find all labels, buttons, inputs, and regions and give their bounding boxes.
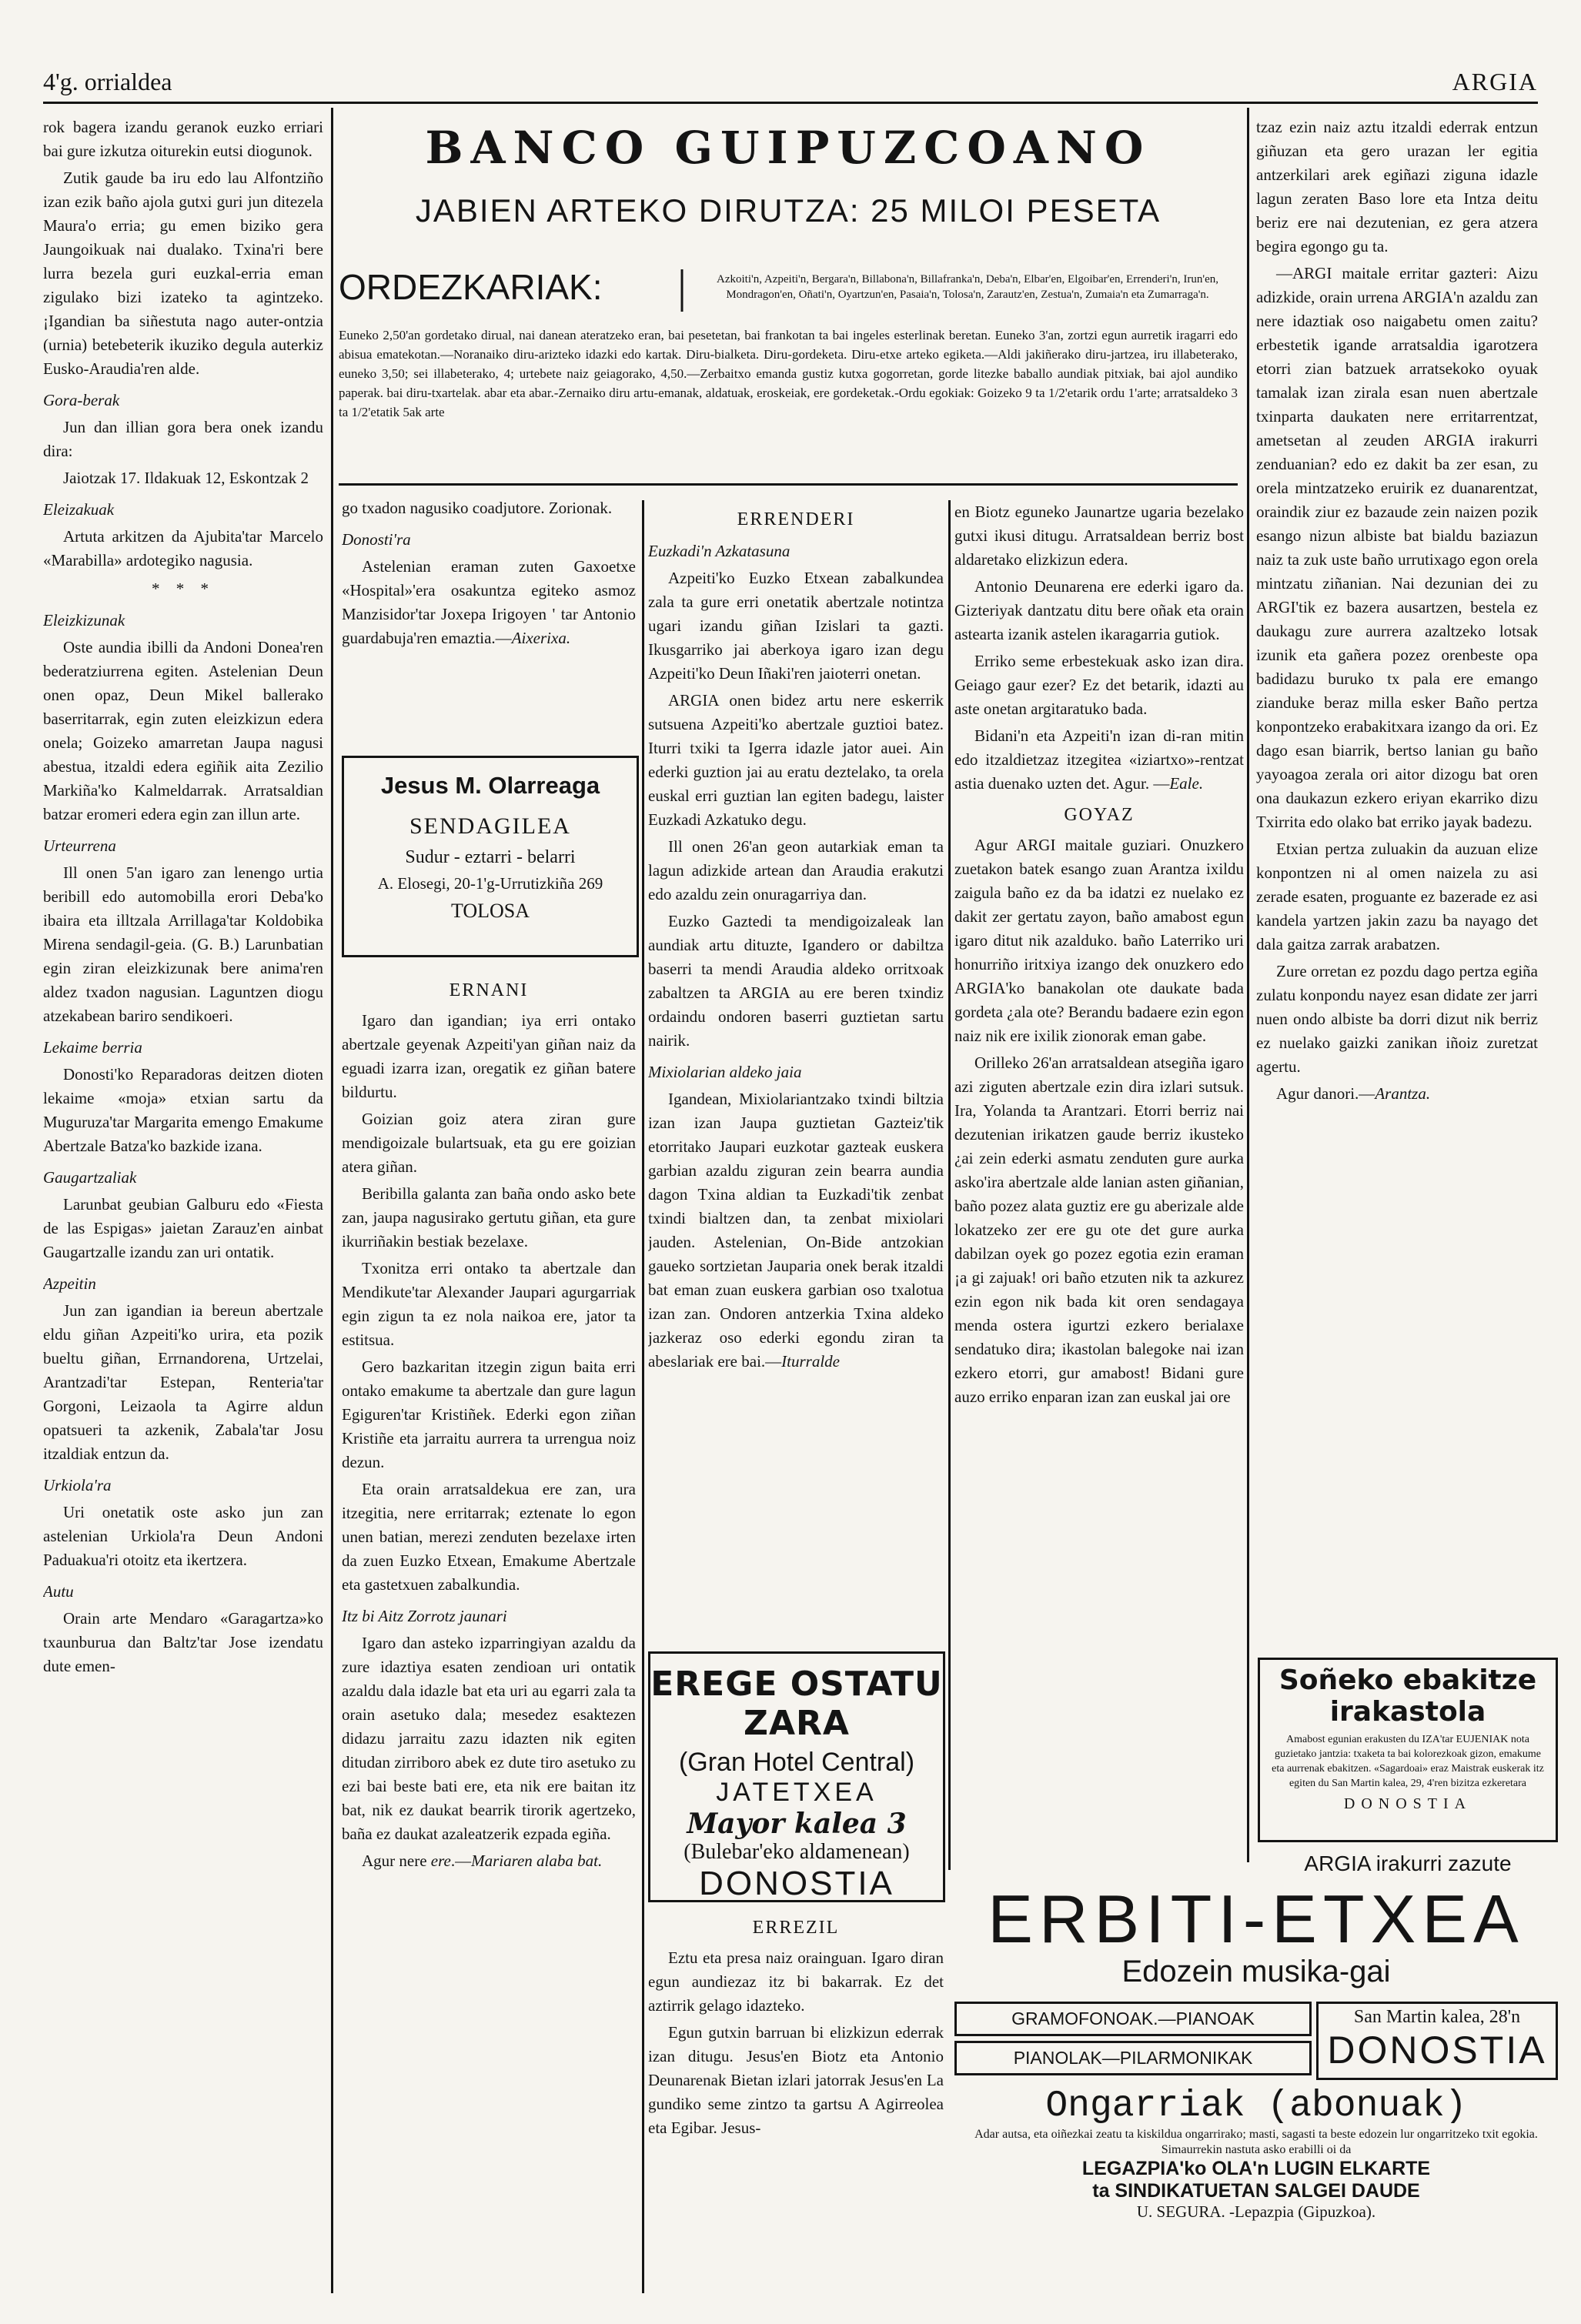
- paragraph: Larunbat geubian Galburu edo «Fiesta de las Espigas» jaietan Zarauz'en ainbat Gaugartzalle izandu zan uri ontatik.: [43, 1195, 323, 1261]
- paragraph: Eztu eta presa naiz orainguan. Igaro diran egun aundiezaz itz bi bakarrak. Ez det aztirrik gelago idazteko.: [648, 1948, 944, 2015]
- tailoring-school-advertisement: [1258, 1658, 1558, 1842]
- paragraph: Egun gutxin barruan bi elizkizun ederrak izan ditugu. Jesus'en Biotz eta Antonio Deunarenak Bietan izlari jatorrak Jesus'en La gundiko seme zintzo ta gartsu A Agirreolea eta Egibar. Jesus-: [648, 2023, 944, 2137]
- section-heading: Autu: [43, 1582, 74, 1601]
- school-name: Soñeko ebakitze irakastola: [1279, 1665, 1537, 1728]
- masthead: ARGIA: [1452, 68, 1538, 95]
- hotel-subtitle: (Gran Hotel Central): [678, 1748, 915, 1777]
- school-city: DONOSTIA: [1343, 1795, 1472, 1812]
- fertilizer-description: Adar autsa, eta oiñezkai zeatu ta kiskildua ongarrirako; masti, sagasti ta beste edozein lur ongarritzeko txit egokia. Simaurrekin nastuta asko erabilli oi da: [974, 2128, 1538, 2156]
- doctor-profession: SENDAGILEA: [409, 813, 571, 839]
- paragraph: en Biotz eguneko Jaunartze ugaria bezelako gutxi ikusi ditugu. Arratsaldean berriz bost aldaretako elizkizun edera.: [954, 503, 1244, 569]
- paragraph: Goizian goiz atera ziran gure mendigoizale bulartsuak, eta gu ere goizian atera giñan.: [342, 1110, 636, 1176]
- paragraph: Txonitza erri ontako ta abertzale dan Mendikute'tar Alexander Jaupari agurgarriak egin zigun ta ez nola naikoa ere, jator ta estitsua.: [342, 1259, 636, 1349]
- section-heading: Gaugartzaliak: [43, 1168, 137, 1187]
- paragraph: [1256, 1082, 1538, 1106]
- shop-subtitle: Edozein musika-gai: [1121, 1955, 1391, 1988]
- section-heading: ERNANI: [449, 980, 529, 1000]
- paragraph: Agur ARGI maitale guziari. Onuzkero zuetakon batek esango zuan Arantza ixildu zaigula baño ez da ba idatzi ez nuelako ez dakit zer gertatu zayon, baño amabost egun igaro ditut nik azalduko. baño Laterriko uri honurriño iritxiya izango dek onuzkero edo ARGIA'ko banakolan ote daukate bada gordeta ¿ala ote? Berandu badaere ezin egon naiz nik ere ixilik zionorak eman gabe.: [954, 836, 1244, 1045]
- bank-name: BANCO GUIPUZCOANO: [425, 122, 1151, 174]
- column-2: [342, 971, 636, 2301]
- section-heading: Eleizkizunak: [43, 611, 125, 629]
- paragraph: Oste aundia ibilli da Andoni Donea'ren bederatziurrena egiten. Astelenian Deun onen opaz, Deun Mikel ballerako baserritarrak, egin zuten eleizkizun edera onela; Goizeko amarretan Jaupa nagusi abestua, itzaldi edera egiñik aita Zezilio Markiña'ko Kalmeldarrak. Arratsaldian batzar eromeri edera egin zan illun arte.: [43, 638, 323, 823]
- signature: Iturralde: [781, 1352, 840, 1371]
- column-3-bottom: [648, 1908, 944, 2301]
- page-number: 4'g. orrialdea: [43, 68, 172, 95]
- branches-label: ORDEZKARIAK:: [339, 266, 603, 307]
- seller-line: LEGAZPIA'ko OLA'n LUGIN ELKARTE: [1081, 2158, 1431, 2179]
- seller-signature: U. SEGURA. -Lepazpia (Gipuzkoa).: [1136, 2202, 1376, 2221]
- column-rule: [642, 500, 644, 2293]
- doctor-advertisement: [342, 756, 639, 957]
- paragraph: Uri onetatik oste asko jun zan astelenian Urkiola'ra Deun Andoni Paduakua'ri otoitz eta ikertzera.: [43, 1503, 323, 1569]
- section-heading: Mixiolarian aldeko jaia: [648, 1063, 802, 1081]
- section-heading: Urteurrena: [43, 836, 116, 855]
- product-line: GRAMOFONOAK.—PIANOAK: [954, 2002, 1312, 2036]
- paragraph: Orain arte Mendaro «Garagartza»ko txaunburua dan Baltz'tar Jose izendatu dute emen-: [43, 1609, 323, 1675]
- section-heading: ERREZIL: [752, 1918, 840, 1938]
- signature: Aixerixa.: [511, 629, 571, 647]
- shop-city: DONOSTIA: [1327, 2028, 1547, 2072]
- paragraph: Zure orretan ez pozdu dago pertza egiña zulatu konpondu nayez esan didate zer jarri nuen ondo albiste ba dorri dizut nik berriz ez nuelako gaizki zanikan iñoiz zuretzat agertu.: [1256, 962, 1538, 1076]
- paragraph: Antonio Deunarena ere ederki igaro da. Gizteriyak dantzatu ditu bere oñak eta orain astearta izanik astelen ikaragarria gutiok.: [954, 577, 1244, 643]
- section-heading: Lekaime berria: [43, 1038, 142, 1057]
- text: Agur danori.—: [1276, 1084, 1375, 1103]
- school-description: Amabost egunian erakusten du IZA'tar EUJENIAK nota guzietako jantzia: txaketa ta bai kolorezkoak gizon, emakume eta aurrenak ebakitzen. «Sagardoai» eraz Maistrak euskerak itz egiten du San Martin kalea, 29, 4'ren bizitza ezkeretara: [1272, 1734, 1544, 1789]
- bank-services: Euneko 2,50'an gordetako dirual, nai danean ateratzeko eran, bai pesetetan, bai frankotan ta bai ingeles esterlinak beretan. Euneko 3'an, zortzi egun aurretik iragarri edo abisua ematekotan.—Noranaiko diru-arizteko idazki edo kartak. Diru-bialketa. Diru-gordeketa. Diru-etxe arteko egiketa.—Aldi jakiñerako diru-jartzea, iru illabeterako, euneko 3,50; sei illabeterako, 4; urtebete naiz geiagorako, 4,50.—Zerbaitxo emanda gustiz kutxa gogorretan, gorde litezke baballo aundiak pitxiak, bai ajol aundiko paperak. bai diru-txartelak. abar eta abar.-Zernaiko diru artu-emanak, aldatuak, eroskeiak, ere gordeketak.-Ordu egokiak: Goizeko 9 ta 1/2'etarik ordu 1'arte; arratsaldeko 3 ta 1/2'etatik 5ak arte: [339, 328, 1238, 419]
- fertilizer-title: Ongarriak (abonuak): [1045, 2085, 1467, 2127]
- paragraph: Orilleko 26'an arratsaldean atsegiña igaro azi ziguten abertzale ezin dira izlari sutsuk. Ira, Yolanda ta Arantzari. Etorri berriz nai dezutenian irikatzen gaude berriz ikusteko ¿ai zein ederki asmatu zenduten gure aurka asko'ira abertzale alde lanian asten giñanian, baño pozez alata guztiz ere gu aberizale alde lokatzeko zer ere gu ote det gure aurka dabilzan oyek go pozez egotia ezin eraman ¡a gi zajuak! ori baño etzuten nik ta azkurez ezin egon nik bada kit oren sendagaya menda ostera igurtzi ezkero berialaxe sendatuko dira; ikastolan balegoke nai izan ezkero etorri, gur amabost! Bidani gure auzo erriko enparan izan zan euskal jai ore: [954, 1053, 1244, 1406]
- paragraph: Ill onen 26'an geon autarkiak eman ta lagun adizkide artean dan Araudia erakutzi edo azaldu zein onuragarriya dan.: [648, 837, 944, 903]
- section-heading: Itz bi Aitz Zorrotz jaunari: [342, 1607, 507, 1625]
- column-4: [954, 500, 1244, 1873]
- paragraph: Jun dan illian gora bera onek izandu dira:: [43, 418, 323, 460]
- paragraph: Eta orain arratsaldekua ere zan, ura itzegitia, nere erritarrak; eztenate lo egon unen batian, merezi zenduten bezelaxe irten da zuen Euzko Etxean, Emakume Abertzale eta gastetxuen zabalkundia.: [342, 1480, 636, 1594]
- paragraph: Jaiotzak 17. Ildakuak 12, Eskontzak 2: [63, 469, 309, 487]
- paragraph: Azpeiti'ko Euzko Etxean zabalkundea zala ta gure erri onetatik abertzale notintza ugari izandu giñan Izislari ta gazti. Ikusgarriko jai aberkoya igaro izan degu Azpeiti'ko Deun Iñaki'ren jaioterri onetan.: [648, 569, 944, 683]
- column-1: [43, 115, 323, 2301]
- column-5: [1256, 115, 1538, 1648]
- hotel-description: (Bulebar'eko aldamenean): [684, 1840, 910, 1864]
- column-3: [648, 500, 944, 1644]
- header-rule: [43, 102, 1538, 104]
- paragraph: Igaro dan igandian; iya erri ontako abertzale geyenak Azpeiti'yan giñan naiz da eguadi izarra izan, oregatik ez giñan batere bildurtu.: [342, 1011, 636, 1101]
- section-heading: Urkiola'ra: [43, 1476, 112, 1494]
- hotel-city: DONOSTIA: [699, 1865, 894, 1902]
- paragraph: [342, 555, 636, 650]
- column-rule: [331, 108, 333, 2293]
- column-rule: [948, 500, 951, 1870]
- product-line: PIANOLAK—PILARMONIKAK: [954, 2041, 1312, 2075]
- paragraph: Euzko Gaztedi ta mendigoizaleak lan aundiak artu dituzte, Igandero or dabiltza baserri ta mendi Araudia aldeko orritxoak zabaltzen ta ARGIA au ere beren txindiz ordaindu ondoren baserri guztietan sartu nairik.: [648, 912, 944, 1050]
- paragraph: Zutik gaude ba iru edo lau Alfontziño izan ezik baño ajola gutxi guri jun ditezela Maura'o erria; gu emen biziko gera Jaungoikuak nai dualako. Txina'ri bere lurra bezela guri euzkal-erria eman zigulako bizi izateko ta agintzeko. ¡Igandian ba siñestuta nago auter-ontzia (urnia) betebeterik ikuziko degula auterkiz Eusko-Araudia'ren alde.: [43, 169, 323, 378]
- column-2-top: [342, 496, 636, 750]
- text: Igandean, Mixiolariantzako txindi biltzia izan izan Jaupa guztietan Gazteiz'tik etorritako Jaupari euzkotar gazteak euskera garbian azaldu ziguran zein bearra aundia dagon Txina aldian ta Euzkadi'tik zenbat txindi bialtzen dan, ta zenbat mixiolari jauden. Astelenian, On-Bide antzokian gaueko sortzietan Jauparia onek berak itzaldi bat eman zuan euskera garbian oso txalotua izan zan. Ondoren antzerkia Txina aldeko jazkeraz oso ederki egondu ziran ta abeslariak ere bai.—: [648, 1090, 944, 1371]
- paragraph: go txadon nagusiko coadjutore. Zorionak.: [342, 499, 613, 517]
- separator-dots: * * *: [152, 579, 215, 598]
- section-heading: GOYAZ: [1064, 805, 1135, 825]
- section-heading: Eleizakuak: [43, 500, 115, 519]
- doctor-city: TOLOSA: [450, 900, 530, 922]
- text: Agur nere: [362, 1852, 427, 1870]
- paragraph: Igaro dan asteko izparringiyan azaldu da zure idaztiya esaten zendioan uri ontatik azaldu dala idazle bat eta uri au egarri zala ta orain asetuko dala; mesedez esaktezen didazu jarraitu zazu idazten nik egiten ditudan zirriboro abek ez dute tiro asetuko zu ezi bai beste bati ere, eta nik ere baitan itz bat, nik ez daukat bearrik tirorik agertzeko, baña ez daukat azaleatzerik ezpada egiña.: [342, 1634, 636, 1843]
- paragraph: rok bagera izandu geranok euzko erriari bai gure izkutza oiturekin eutsi diogunok.: [43, 118, 323, 160]
- text: ere: [430, 1852, 451, 1870]
- paragraph: ARGIA onen bidez artu nere eskerrik sutsuena Azpeiti'ko abertzale guztioi batez. Iturri txiki ta Igerra idazle jator auei. Ain ederki guztion jai au eratu deztelako, ta orela euskal erri guztian lan egiten badegu, laister Euzkadi Azkatuko degu.: [648, 691, 944, 829]
- paragraph: Jun zan igandian ia bereun abertzale eldu giñan Azpeiti'ko urira, eta pozik bueltu giñan, Errnandorena, Urtzelai, Arantzadi'tar Estepan, Renteria'tar Gorgoni, Leizaola ta Agirre aldun opatsueri ta azkenik, Zabala'tar Josu itzaldiak entzun da.: [43, 1301, 323, 1463]
- read-argia-line: ARGIA irakurri zazute: [1304, 1852, 1512, 1875]
- hotel-advertisement: [648, 1651, 945, 1902]
- branch-towns: Azkoiti'n, Azpeiti'n, Bergara'n, Billabona'n, Billafranka'n, Deba'n, Elbar'en, Elgoibar'en, Errenderi'n, Irun'en, Mondragon'en, Oñati'n, Oyartzun'en, Pasaia'n, Tolosa'n, Zarautz'en, Zestua'n, Zumaia'n eta Zumarraga'n.: [717, 272, 1218, 301]
- bank-rule: [339, 483, 1238, 486]
- column-rule: [1247, 108, 1249, 1862]
- bank-capital: JABIEN ARTEKO DIRUTZA: 25 MILOI PESETA: [415, 192, 1162, 229]
- paragraph: Donosti'ko Reparadoras deitzen dioten lekaime «moja» etxian sartu da Muguruza'tar Margarita emengo Emakume Abertzale Batza'ko bazkide izana.: [43, 1065, 323, 1155]
- paragraph: Agur nere ere.—Mariaren alaba bat.: [362, 1852, 603, 1870]
- shop-name: ERBITI-ETXEA: [988, 1881, 1525, 1957]
- hotel-street: Mayor kalea 3: [687, 1808, 907, 1840]
- section-heading: Azpeitin: [43, 1274, 96, 1293]
- doctor-specialty: Sudur - eztarri - belarri: [405, 847, 576, 867]
- section-subheading: Euzkadi'n Azkatasuna: [648, 542, 790, 560]
- bank-advertisement: [339, 122, 1238, 522]
- hotel-kind: JATETXEA: [716, 1778, 877, 1807]
- paragraph: [954, 724, 1244, 796]
- page-header: [43, 68, 1538, 102]
- doctor-name: Jesus M. Olarreaga: [380, 772, 600, 799]
- paragraph: —ARGI maitale erritar gazteri: Aizu adizkide, orain urrena ARGIA'n azaldu zan nere idaztiak oso naigabetu omen zaitu? erbestetik igande arratsaldia igarotzera etorri zian batzuek arratsekoko oyuak tamalak izan zirala esan nuen abertzale txinparta daukaten nere erritarrentzat, ametsetan al zeuden ARGIA irakurri zenduanian? edo ez dakit ba zer esan, zu orela mintzatzeko eruirik ez duanarentzat, oraindik ziur ez bazaude zein naizen pozik esango nizun albiste bat bialdu baziazun naiz ta zuk uste baño urrutixago egon orela mintzatu ziñanian. Nai dezunian dei zu ARGI'tik ez bazera ausartzen, bestela ez daukagu zure aurrera azaltzeko lotsak izunik eta gañera pozez orenbeste opa badidazu buruko tx pala ere emango zianduke beraz milla esker Baño pertza konpontzeko erabakitxara izango da ori. Ez dago esan biarrik, bertso lanian gu baño yayoagoa zerala ori aitor dizogu bat oren ona daukazun ezkero eriyan ekarriko dizu Txirrita edo olako bat erriko jayak badezu.: [1256, 264, 1538, 831]
- hotel-name: EREGE OSTATU ZARA: [650, 1665, 943, 1743]
- doctor-address: A. Elosegi, 20-1'g-Urrutizkiña 269: [377, 874, 603, 893]
- paragraph: Ill onen 5'an igaro zan lenengo urtia beribill edo automobilla erori Deba'ko ibaira eta illtzala Arrillaga'tar Koldobika Mirena sendagil-geia. (G. B.) Larunbatian egin ziran eleizkizunak bere anima'ren aldez txadon nagusian. Laguntzen diogu atzekabean bariro sendikoeri.: [43, 863, 323, 1025]
- paragraph: Etxian pertza zuluakin da auzuan elize konpontzen ni al omen naizela zu asi zerade esaten, proguante ez bazerade ez asi kandela yartzen jakin zazu ba nayago det dala gaitza zarrak arabatzen.: [1256, 840, 1538, 953]
- paragraph: [648, 1087, 944, 1374]
- section-heading: Donosti'ra: [342, 530, 411, 549]
- brace-icon: |: [677, 261, 687, 312]
- section-heading: ERRENDERI: [737, 509, 855, 529]
- paragraph: tzaz ezin naiz aztu itzaldi ederrak entzun giñuzan eta gero urazan ler egitia antzerkilari arek egiñazi ziguna idazle lagun zeraten Baso lore eta Intza deitu beriz ere nai dezutenian, ez gera atzera begira egongo gu ta.: [1256, 118, 1538, 255]
- paragraph: Gero bazkaritan itzegin zigun baita erri ontako emakume ta abertzale dan gure lagun Egiguren'tar Kristiñek. Ederki egon ziñan Kristiñe eta jarraitu aurrera ta urrengua noiz dezun.: [342, 1357, 636, 1471]
- text: Bidani'n eta Azpeiti'n izan di-ran mitin edo itzaldietzaz itzegitea «iziartxo»-rentzat astia duenako uzten det. Agur. —: [954, 726, 1244, 793]
- paragraph: Artuta arkitzen da Ajubita'tar Marcelo «Marabilla» ardotegiko nagusia.: [43, 527, 323, 569]
- fertilizer-advertisement: [954, 2085, 1558, 2222]
- shop-address: San Martin kalea, 28'n: [1353, 2007, 1521, 2027]
- signature: Eale.: [1169, 774, 1204, 793]
- section-heading: Gora-berak: [43, 391, 120, 409]
- paragraph: Erriko seme erbestekuak asko izan dira. Geiago gaur ezer? Ez det betarik, idazti au aste onetan argitaratuko bada.: [954, 652, 1244, 718]
- text: Astelenian eraman zuten Gaxoetxe «Hospital»'era osakuntza egiteko asmoz Manzisidor'tar Joxepa Irigoyen ' tar Antonio guardabuja'ren emaztia.—: [342, 557, 636, 647]
- signature: Mariaren alaba bat.: [471, 1852, 603, 1870]
- signature: Arantza.: [1375, 1084, 1431, 1103]
- paragraph: Beribilla galanta zan baña ondo asko bete zan, jaupa nagusirako gertutu giñan, eta gure ikurriñakin bestiak bezelaxe.: [342, 1184, 636, 1250]
- seller-line: ta SINDIKATUETAN SALGEI DAUDE: [1092, 2180, 1420, 2202]
